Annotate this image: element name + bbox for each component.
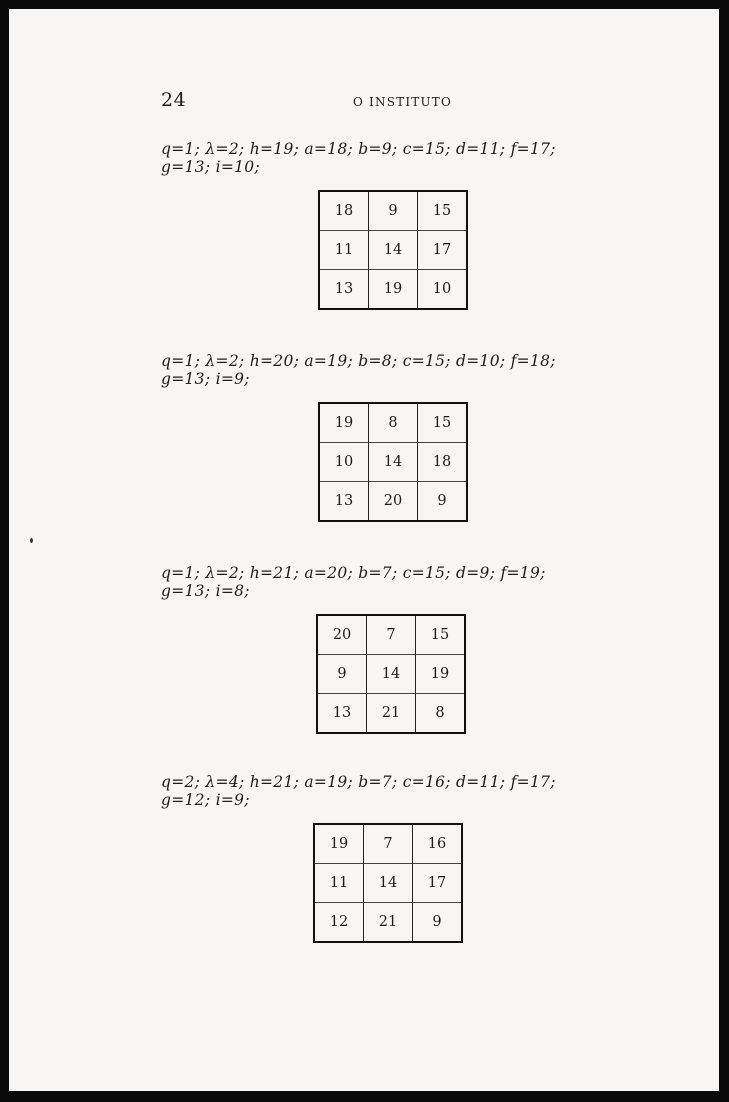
equation-block-3: [161, 564, 661, 600]
square-cell: 16: [413, 824, 463, 864]
square-cell: 20: [332, 627, 352, 643]
square-row: [314, 824, 462, 864]
square-cell: 19: [329, 836, 349, 852]
square-row: [319, 403, 467, 443]
magic-square-2: [318, 402, 468, 522]
square-cell: 14: [367, 655, 416, 694]
square-cell: 13: [319, 270, 369, 310]
magic-square-1: [318, 190, 468, 310]
square-cell: 14: [369, 231, 418, 270]
square-cell: 9: [369, 191, 418, 231]
square-cell: 18: [334, 203, 354, 219]
square-cell: 15: [416, 615, 466, 655]
equation-line: q=1; λ=2; h=20; a=19; b=8; c=15; d=10; f=18;: [161, 352, 556, 370]
square-cell: 21: [367, 694, 416, 734]
square-cell: 19: [334, 415, 354, 431]
square-cell: 19: [369, 270, 418, 310]
square-cell: 12: [314, 903, 364, 943]
square-row: [319, 270, 467, 310]
equation-line: q=2; λ=4; h=21; a=19; b=7; c=16; d=11; f=17;: [161, 773, 556, 791]
square-cell: 18: [418, 443, 468, 482]
square-cell: 20: [369, 482, 418, 522]
equation-block-4: [161, 773, 661, 809]
square-cell: 19: [416, 655, 466, 694]
book-page: [9, 9, 719, 1091]
magic-square-4: [313, 823, 463, 943]
equation-block-1: [161, 140, 661, 176]
ink-speck: [30, 538, 33, 543]
square-cell: 9: [418, 482, 468, 522]
square-cell: 8: [369, 403, 418, 443]
equation-line: g=12; i=9;: [161, 791, 250, 809]
equation-line: g=13; i=10;: [161, 158, 260, 176]
square-cell: 9: [317, 655, 367, 694]
running-head: O INSTITUTO: [353, 95, 453, 109]
square-row: [317, 655, 465, 694]
square-row: [317, 615, 465, 655]
square-cell: 14: [364, 864, 413, 903]
square-cell: 14: [369, 443, 418, 482]
square-cell: 11: [314, 864, 364, 903]
square-cell: 13: [319, 482, 369, 522]
square-cell: 13: [317, 694, 367, 734]
square-cell: 17: [413, 864, 463, 903]
square-cell: 15: [418, 191, 468, 231]
square-cell: 17: [418, 231, 468, 270]
square-cell: 9: [413, 903, 463, 943]
equation-block-2: [161, 352, 661, 388]
square-row: [319, 482, 467, 522]
square-row: [314, 903, 462, 943]
square-cell: 10: [319, 443, 369, 482]
equation-line: q=1; λ=2; h=19; a=18; b=9; c=15; d=11; f=17;: [161, 140, 556, 158]
square-row: [317, 694, 465, 734]
square-row: [319, 443, 467, 482]
square-cell: 10: [418, 270, 468, 310]
equation-line: g=13; i=8;: [161, 582, 250, 600]
equation-line: g=13; i=9;: [161, 370, 250, 388]
magic-square-3: [316, 614, 466, 734]
square-cell: 11: [319, 231, 369, 270]
square-row: [314, 864, 462, 903]
square-row: [319, 231, 467, 270]
page-number: 24: [161, 89, 187, 111]
square-cell: 8: [416, 694, 466, 734]
square-cell: 7: [367, 615, 416, 655]
square-cell: 7: [364, 824, 413, 864]
square-row: [319, 191, 467, 231]
equation-line: q=1; λ=2; h=21; a=20; b=7; c=15; d=9; f=19;: [161, 564, 546, 582]
square-cell: 21: [364, 903, 413, 943]
square-cell: 15: [418, 403, 468, 443]
